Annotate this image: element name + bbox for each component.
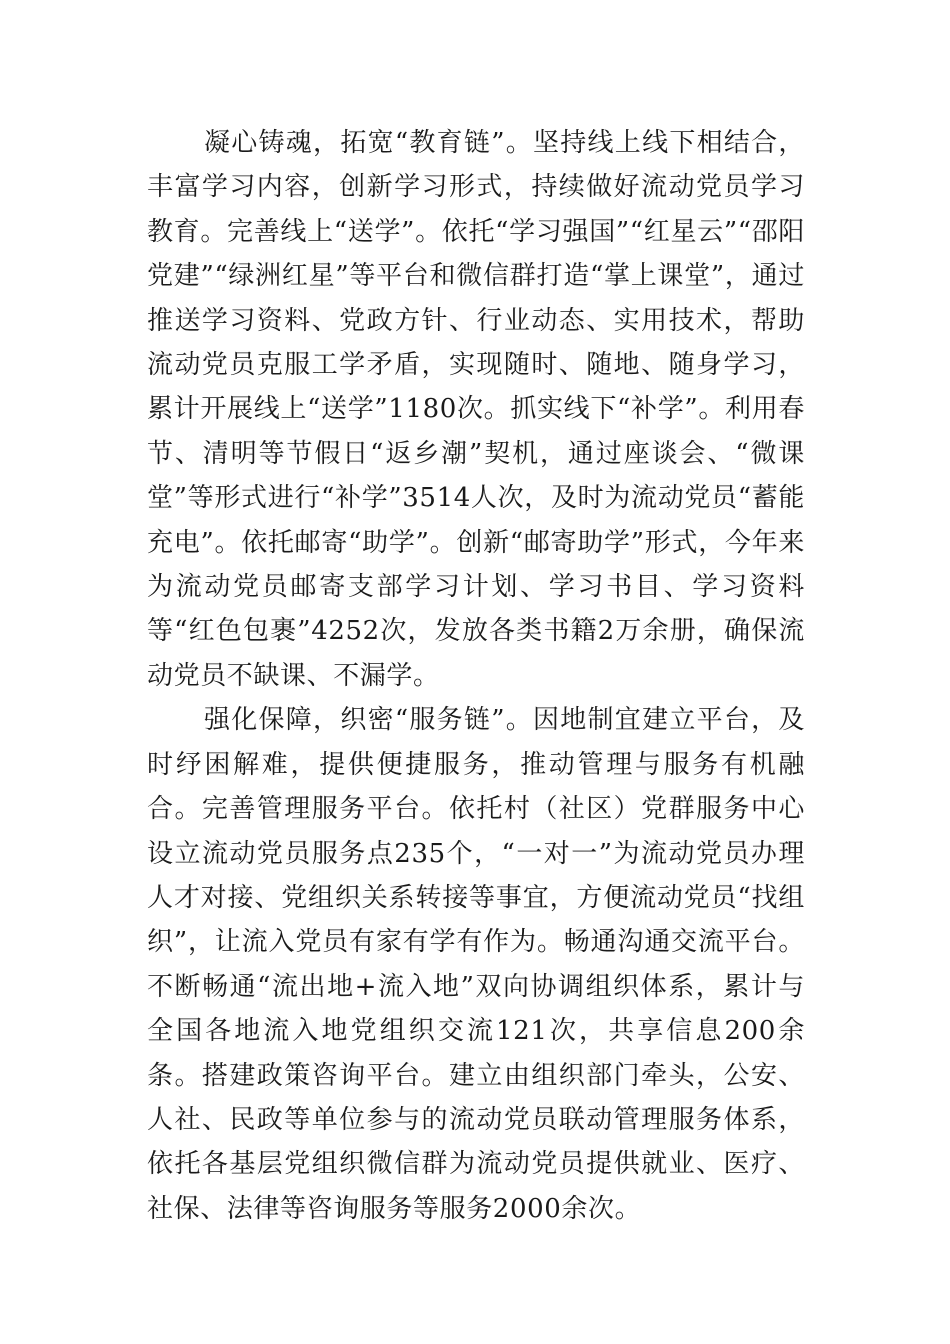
paragraph-education-chain: 凝心铸魂，拓宽“教育链”。坚持线上线下相结合，丰富学习内容，创新学习形式，持续做好流动党员学习教育。完善线上“送学”。依托“学习强国”“红星云”“邵阳党建”“绿洲红星”等平台和微信群打造“掌上课堂”，通过推送学习资料、党政方针、行业动态、实用技术，帮助流动党员克服工学矛盾，实现随时、随地、随身学习，累计开展线上“送学”1180次。抓实线下“补学”。利用春节、清明等节假日“返乡潮”契机，通过座谈会、“微课堂”等形式进行“补学”3514人次，及时为流动党员“蓄能充电”。依托邮寄“助学”。创新“邮寄助学”形式，今年来为流动党员邮寄支部学习计划、学习书目、学习资料等“红色包裹”4252次，发放各类书籍2万余册，确保流动党员不缺课、不漏学。 <box>147 128 805 691</box>
paragraph-service-chain: 强化保障，织密“服务链”。因地制宜建立平台，及时纾困解难，提供便捷服务，推动管理与服务有机融合。完善管理服务平台。依托村（社区）党群服务中心设立流动党员服务点235个，“一对一”为流动党员办理人才对接、党组织关系转接等事宜，方便流动党员“找组织”，让流入党员有家有学有作为。畅通沟通交流平台。不断畅通“流出地+流入地”双向协调组织体系，累计与全国各地流入地党组织交流121次，共享信息200余条。搭建政策咨询平台。建立由组织部门牵头，公安、人社、民政等单位参与的流动党员联动管理服务体系，依托各基层党组织微信群为流动党员提供就业、医疗、社保、法律等咨询服务等服务2000余次。 <box>147 705 805 1224</box>
document-body <box>147 121 805 1231</box>
